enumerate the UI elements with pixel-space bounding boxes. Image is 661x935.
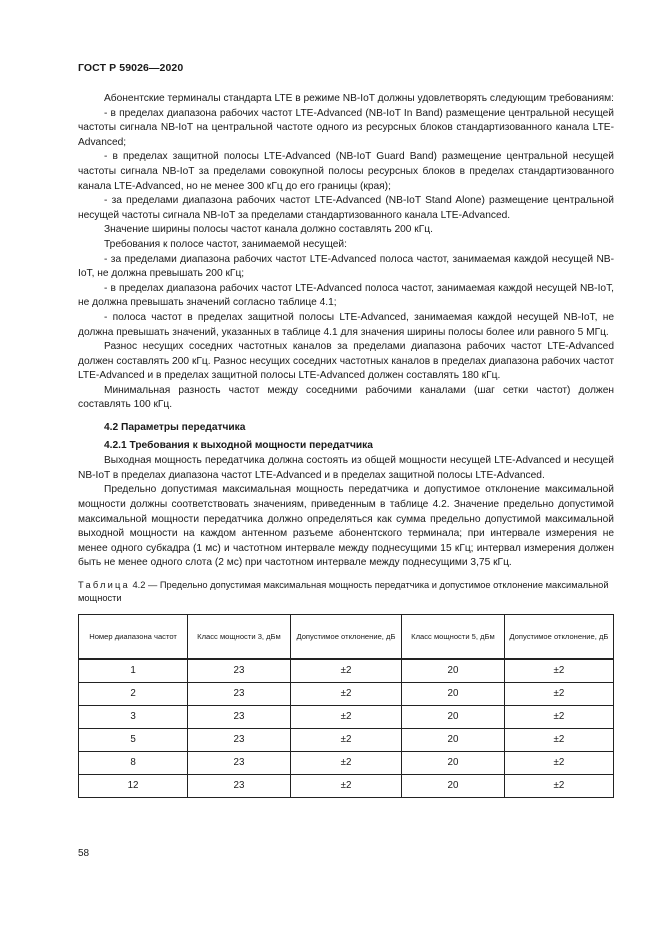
table-row bbox=[79, 775, 614, 798]
table-cell: 20 bbox=[402, 752, 505, 775]
table-cell: 5 bbox=[79, 729, 188, 752]
column-header: Номер диапазона частот bbox=[79, 615, 188, 660]
table-caption bbox=[78, 579, 614, 605]
column-header: Класс мощности 5, дБм bbox=[402, 615, 505, 660]
table-cell: 1 bbox=[79, 659, 188, 683]
table-cell: 8 bbox=[79, 752, 188, 775]
page-number: 58 bbox=[78, 848, 90, 859]
table-cell: 12 bbox=[79, 775, 188, 798]
document-header: ГОСТ Р 59026—2020 bbox=[78, 62, 184, 74]
paragraph: - за пределами диапазона рабочих частот LTE-Advanced полоса частот, занимаемая каждой несущей NB-IoT, не должна превышать 200 кГц; bbox=[78, 253, 614, 280]
paragraph: - в пределах защитной полосы LTE-Advanced (NB-IoT Guard Band) размещение центральной несущей частоты сигнала NB-IoT за пределами совокупной полосы ресурсных блоков в пределах стандартизованного канала LTE-Advanced, но не менее 300 кГц до его границы (края); bbox=[78, 151, 614, 192]
table-cell: ±2 bbox=[290, 683, 401, 706]
paragraph: Предельно допустимая максимальная мощность передатчика и допустимое отклонение максимальной мощности должны соответствовать значениям, приведенным в таблице 4.2. Значение предельно допустимой максимальной мощности передатчика должно определяться как сумма предельно допустимой максимальной выходной мощности на каждом антенном разъеме абонентского терминала; при интервале измерения не менее одного субкадра (1 мс) и частотном интервале между поднесущими 15 кГц; интервал измерения должен быть не менее одного слота (2 мс) при частотном интервале между поднесущими 3,75 кГц. bbox=[78, 484, 614, 569]
column-header: Допустимое отклонение, дБ bbox=[290, 615, 401, 660]
column-header: Допустимое отклонение, дБ bbox=[504, 615, 613, 660]
table-row bbox=[79, 683, 614, 706]
paragraph: Разнос несущих соседних частотных каналов за пределами диапазона рабочих частот LTE-Advanced должен составлять 200 кГц. Разнос несущих соседних частотных каналов в пределах диапазона рабочих частот LTE-Advanced и в пределах защитной полосы LTE-Advanced должен составлять 180 кГц. bbox=[78, 341, 614, 382]
table-cell: ±2 bbox=[504, 729, 613, 752]
paragraph: - в пределах диапазона рабочих частот LTE-Advanced (NB-IoT In Band) размещение центральной несущей частоты сигнала NB-IoT на центральной частоте одного из ресурсных блоков стандартизованного канала LTE-Advanced; bbox=[78, 107, 614, 148]
table-cell: 23 bbox=[188, 729, 291, 752]
table-row bbox=[79, 659, 614, 683]
table-cell: 20 bbox=[402, 729, 505, 752]
paragraph: Значение ширины полосы частот канала должно составлять 200 кГц. bbox=[104, 224, 433, 236]
paragraph: Минимальная разность частот между соседними рабочими каналами (шаг сетки частот) должен составлять 100 кГц. bbox=[78, 384, 614, 411]
power-table bbox=[78, 614, 614, 798]
table-row bbox=[79, 752, 614, 775]
paragraph: Требования к полосе частот, занимаемой несущей: bbox=[104, 238, 347, 250]
table-cell: ±2 bbox=[290, 659, 401, 683]
column-header: Класс мощности 3, дБм bbox=[188, 615, 291, 660]
table-cell: 20 bbox=[402, 775, 505, 798]
table-cell: 23 bbox=[188, 683, 291, 706]
table-cell: 20 bbox=[402, 706, 505, 729]
table-cell: ±2 bbox=[290, 775, 401, 798]
table-cell: ±2 bbox=[504, 706, 613, 729]
subsection-heading-4-2-1: 4.2.1 Требования к выходной мощности передатчика bbox=[104, 439, 373, 451]
table-cell: ±2 bbox=[504, 752, 613, 775]
paragraphs-block-a bbox=[78, 92, 614, 413]
table-cell: ±2 bbox=[504, 659, 613, 683]
table-caption-label: Таблица bbox=[78, 580, 130, 590]
table-cell: 3 bbox=[79, 706, 188, 729]
table-cell: ±2 bbox=[504, 683, 613, 706]
paragraphs-block-b bbox=[78, 454, 614, 571]
table-cell: 23 bbox=[188, 659, 291, 683]
paragraph: - полоса частот в пределах защитной полосы LTE-Advanced, занимаемая каждой несущей NB-IoT, не должна превышать значений, указанных в таблице 4.1 для значения ширины полосы более или равного 5 МГц. bbox=[78, 311, 614, 338]
table-cell: ±2 bbox=[290, 752, 401, 775]
table-row bbox=[79, 706, 614, 729]
table-cell: ±2 bbox=[290, 729, 401, 752]
table-caption-text: 4.2 — Предельно допустимая максимальная мощность передатчика и допустимое отклонение максимальной мощности bbox=[78, 580, 609, 603]
section-heading-4-2: 4.2 Параметры передатчика bbox=[104, 422, 246, 434]
paragraph: Выходная мощность передатчика должна состоять из общей мощности несущей LTE-Advanced и несущей NB-IoT в пределах диапазона частот LTE-Advanced и в пределах защитной полосы LTE-Advanced. bbox=[78, 455, 614, 481]
table-cell: 20 bbox=[402, 683, 505, 706]
table-header-row bbox=[79, 615, 614, 660]
table-cell: 20 bbox=[402, 659, 505, 683]
table-cell: ±2 bbox=[290, 706, 401, 729]
table-cell: 23 bbox=[188, 775, 291, 798]
table-row bbox=[79, 729, 614, 752]
page-content bbox=[78, 92, 614, 798]
paragraph: Абонентские терминалы стандарта LTE в режиме NB-IoT должны удовлетворять следующим требованиям: bbox=[104, 93, 614, 104]
table-cell: 2 bbox=[79, 683, 188, 706]
paragraph: - в пределах диапазона рабочих частот LTE-Advanced полоса частот, занимаемая каждой несущей NB-IoT, не должна превышать значений согласно таблице 4.1; bbox=[78, 282, 614, 309]
table-cell: 23 bbox=[188, 752, 291, 775]
paragraph: - за пределами диапазона рабочих частот LTE-Advanced (NB-IoT Stand Alone) размещение центральной несущей частоты сигнала NB-IoT за пределами стандартизованного канала LTE-Advanced. bbox=[78, 195, 614, 221]
table-cell: 23 bbox=[188, 706, 291, 729]
table-cell: ±2 bbox=[504, 775, 613, 798]
